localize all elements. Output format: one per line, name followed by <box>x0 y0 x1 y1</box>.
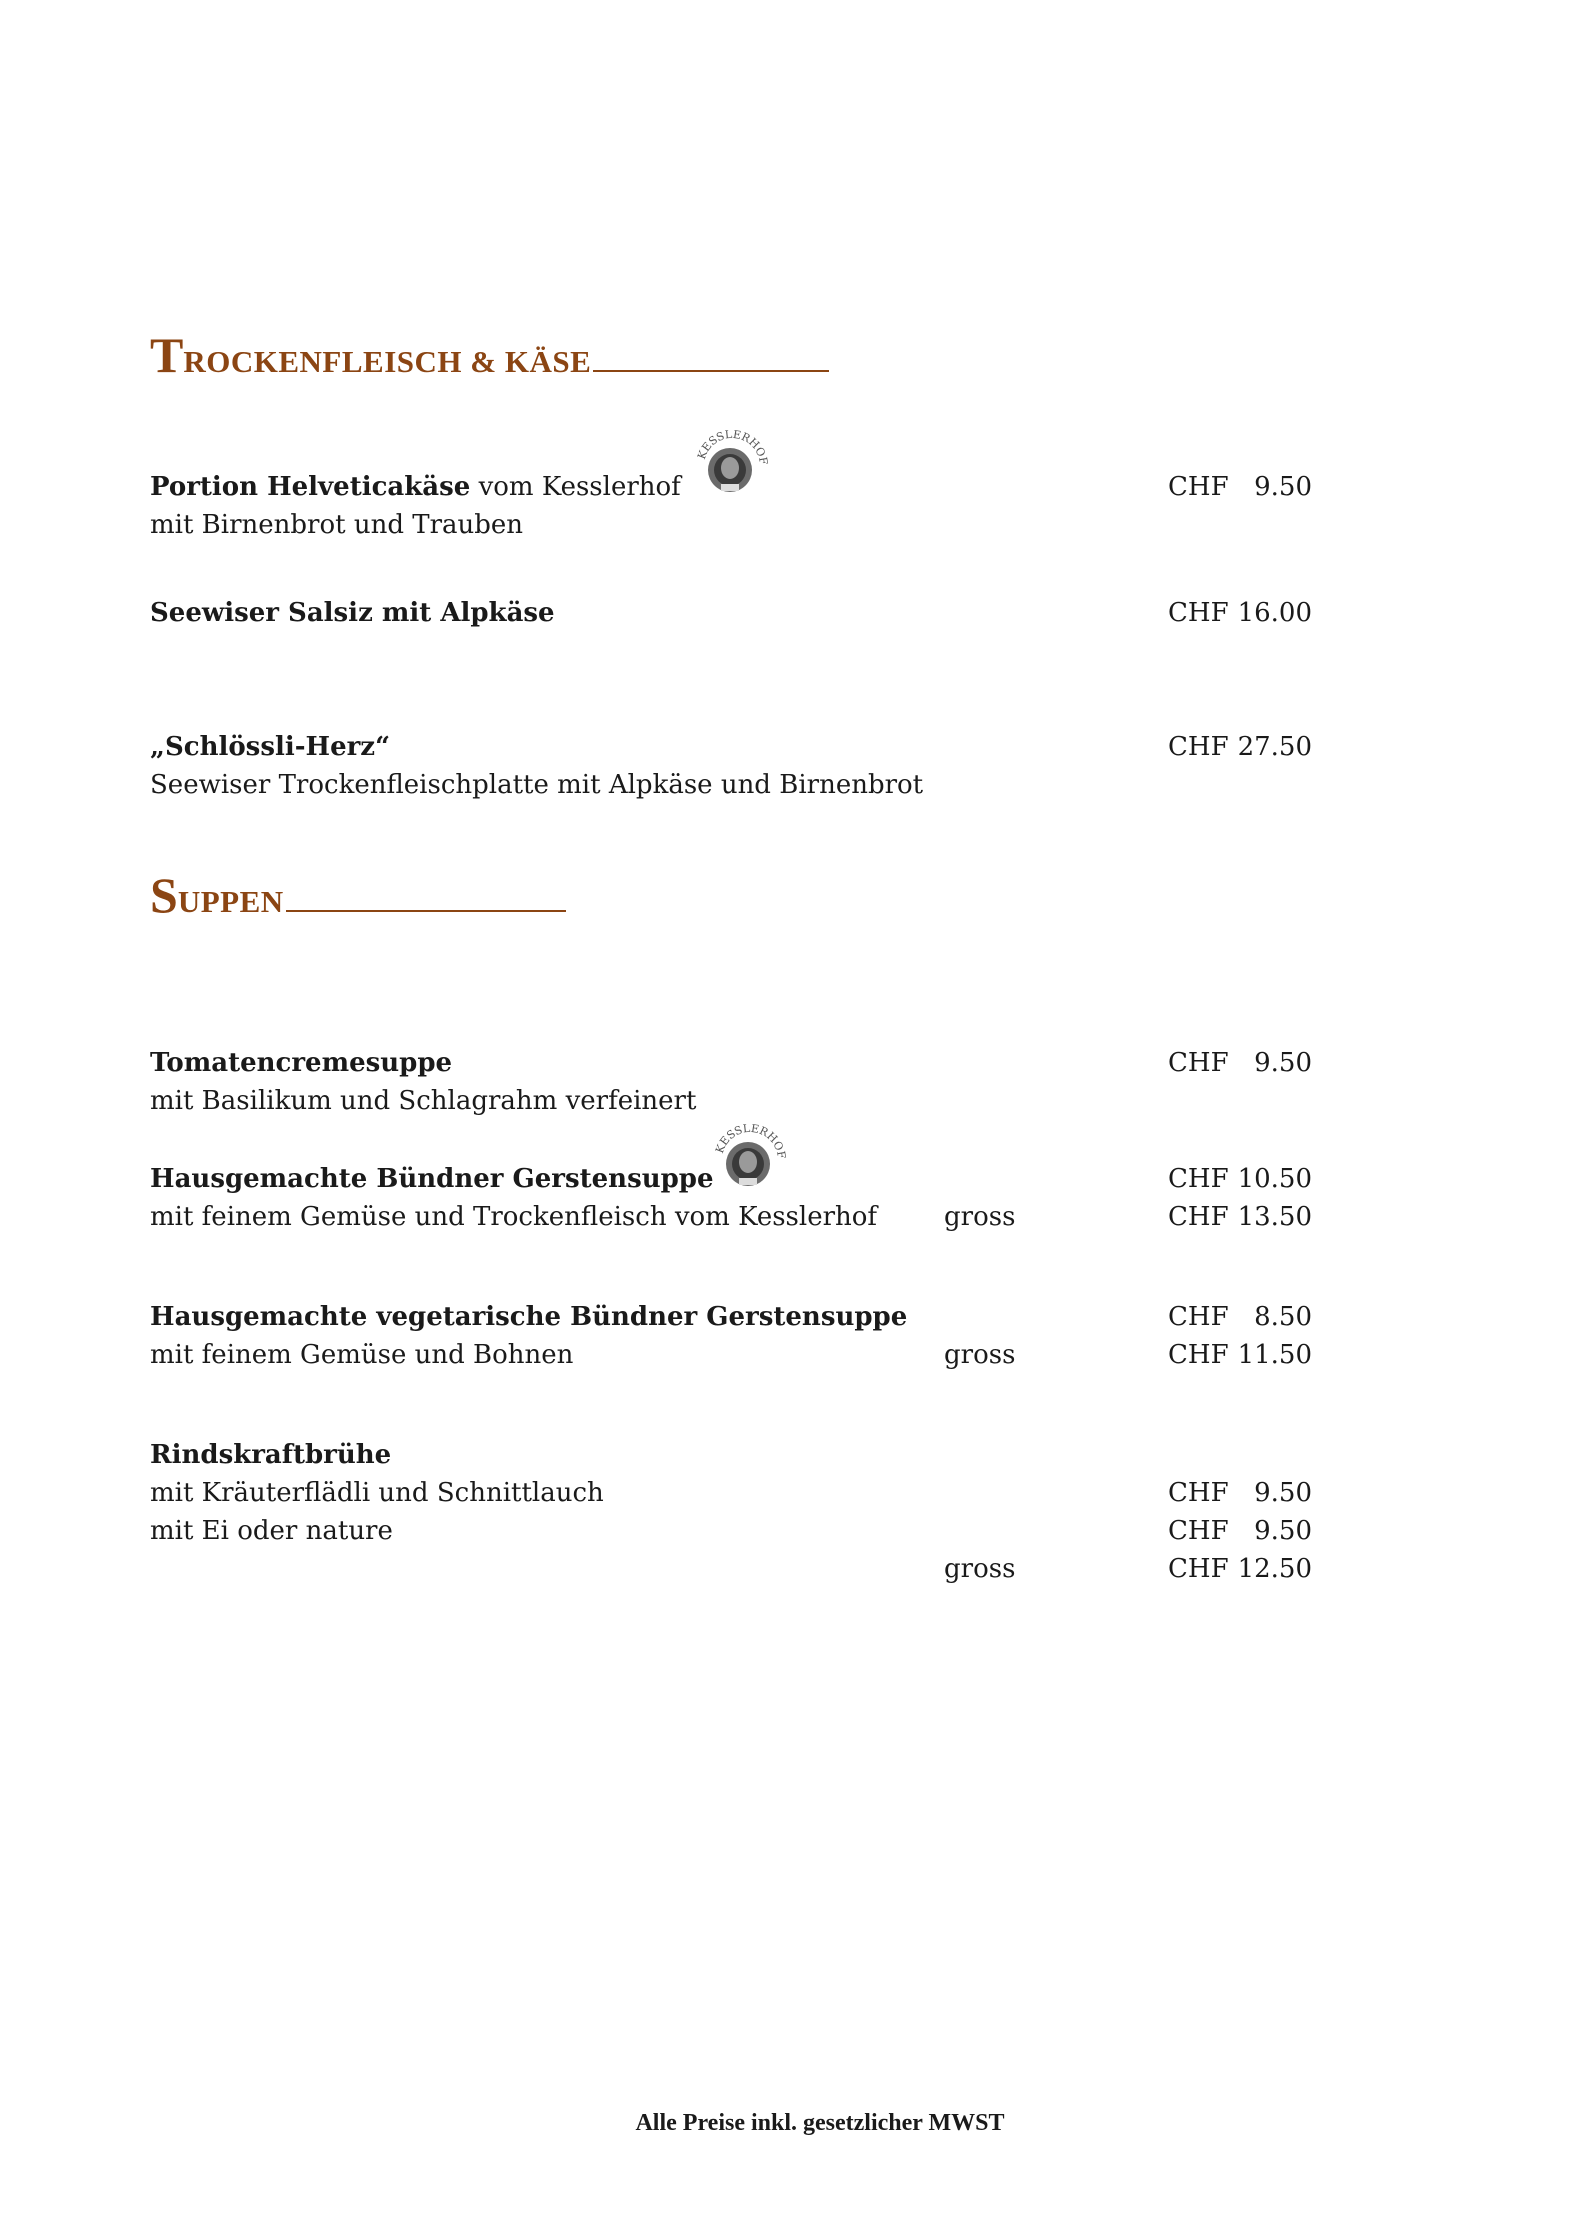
price: 27.50 <box>1237 732 1312 762</box>
price: 9.50 <box>1254 1478 1312 1508</box>
price: 11.50 <box>1237 1340 1312 1370</box>
size-label: gross <box>944 1554 1016 1584</box>
currency-label: CHF <box>1168 1048 1229 1078</box>
currency-label: CHF <box>1168 1164 1229 1194</box>
menu-item-description: mit feinem Gemüse und Trockenfleisch vom Kesslerhof <box>150 1202 878 1232</box>
menu-item-name: Portion Helveticakäse vom Kesslerhof <box>150 472 681 502</box>
kesslerhof-logo-icon <box>712 1122 788 1198</box>
currency-label: CHF <box>1168 1302 1229 1332</box>
price: 16.00 <box>1237 598 1312 628</box>
currency-label: CHF <box>1168 598 1229 628</box>
price: 10.50 <box>1237 1164 1312 1194</box>
size-label: gross <box>944 1340 1016 1370</box>
currency-label: CHF <box>1168 472 1229 502</box>
menu-item-name: Tomatencremesuppe <box>150 1048 453 1078</box>
kesslerhof-logo-icon <box>694 428 770 504</box>
price: 9.50 <box>1254 472 1312 502</box>
logo-text: KESSLERHOF <box>695 428 770 466</box>
currency-label: CHF <box>1168 1554 1229 1584</box>
menu-item-option: mit Ei oder nature <box>150 1516 393 1546</box>
menu-item-option: mit Kräuterflädli und Schnittlauch <box>150 1478 604 1508</box>
currency-label: CHF <box>1168 1202 1229 1232</box>
menu-item-description: Seewiser Trockenfleischplatte mit Alpkäse und Birnenbrot <box>150 770 924 800</box>
currency-label: CHF <box>1168 732 1229 762</box>
logo-text: KESSLERHOF <box>713 1122 788 1160</box>
price: 9.50 <box>1254 1048 1312 1078</box>
menu-item-name: Rindskraftbrühe <box>150 1440 392 1470</box>
price: 13.50 <box>1237 1202 1312 1232</box>
menu-item-name: Hausgemachte Bündner Gerstensuppe <box>150 1164 714 1194</box>
footer-note: Alle Preise inkl. gesetzlicher MWST <box>635 2110 1005 2136</box>
price: 9.50 <box>1254 1516 1312 1546</box>
section-heading-trockenfleisch: TROCKENFLEISCH & KÄSE <box>150 326 829 384</box>
currency-label: CHF <box>1168 1516 1229 1546</box>
menu-item-name: Hausgemachte vegetarische Bündner Gerstensuppe <box>150 1302 908 1332</box>
menu-item-name: „Schlössli-Herz“ <box>150 732 391 762</box>
size-label: gross <box>944 1202 1016 1232</box>
currency-label: CHF <box>1168 1340 1229 1370</box>
heading-underline <box>593 370 829 372</box>
price: 8.50 <box>1254 1302 1312 1332</box>
section-heading-suppen: SUPPEN <box>150 866 566 924</box>
menu-item-description: mit feinem Gemüse und Bohnen <box>150 1340 574 1370</box>
menu-item-name: Seewiser Salsiz mit Alpkäse <box>150 598 555 628</box>
menu-item-description: mit Basilikum und Schlagrahm verfeinert <box>150 1086 697 1116</box>
menu-item-description: mit Birnenbrot und Trauben <box>150 510 524 540</box>
price: 12.50 <box>1237 1554 1312 1584</box>
currency-label: CHF <box>1168 1478 1229 1508</box>
heading-underline <box>286 910 566 912</box>
